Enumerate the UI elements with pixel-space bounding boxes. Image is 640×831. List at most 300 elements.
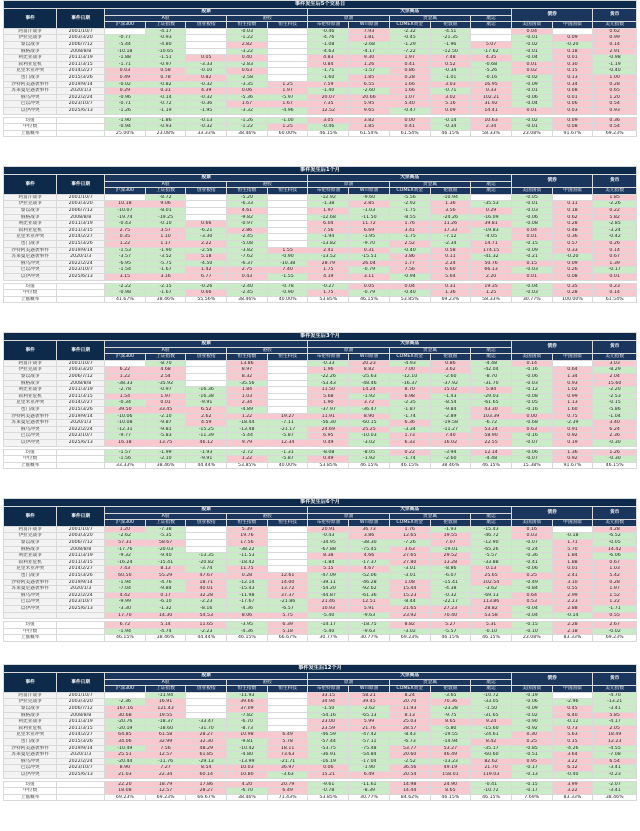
stat-cell: -0.06: [511, 449, 552, 456]
stat-cell: -0.90: [267, 290, 308, 297]
value-cell: 7.40: [430, 433, 471, 440]
stat-cell: -0.10: [511, 628, 552, 635]
stat-cell: 38.46%: [145, 462, 186, 469]
value-cell: 5.84: [471, 387, 512, 394]
stat-cell: 0.04: [389, 283, 430, 290]
event-date: 2003/3/20: [57, 367, 105, 374]
value-cell: -8.29: [593, 367, 637, 374]
event-name: 伊拉克战争: [4, 367, 57, 374]
stat-cell: -0.32: [186, 124, 227, 131]
value-cell: 55.29: [145, 572, 186, 579]
event-name: 黎以战争: [4, 705, 57, 712]
stat-cell: 46.15%: [471, 635, 512, 642]
value-cell: [267, 553, 308, 560]
value-cell: 0.86: [430, 360, 471, 367]
stat-cell: -0.07: [511, 456, 552, 463]
event-name: [4, 612, 57, 619]
value-cell: 0.13: [552, 74, 593, 81]
value-cell: 0.01: [511, 273, 552, 280]
value-cell: 0.01: [145, 400, 186, 407]
value-cell: 1.60: [552, 406, 593, 413]
stat-cell: 6.39: [267, 622, 308, 629]
stat-cell: 0.49: [308, 456, 349, 463]
value-cell: 12.34: [267, 439, 308, 446]
value-cell: 1.08: [389, 579, 430, 586]
value-cell: 0.22: [593, 207, 637, 214]
value-cell: 49.19: [430, 765, 471, 772]
value-cell: [267, 559, 308, 566]
stat-cell: 53.85%: [308, 462, 349, 469]
value-cell: -19.83: [471, 227, 512, 234]
value-cell: -24.61: [471, 732, 512, 739]
column-header: 伦敦银: [430, 354, 471, 361]
stat-cell: 30.77%: [349, 794, 390, 801]
value-cell: 10.03: [227, 765, 268, 772]
value-cell: 9.24: [471, 719, 512, 726]
column-header: 中国国债: [552, 354, 593, 361]
value-cell: -0.08: [511, 393, 552, 400]
stat-cell: 3.05: [308, 117, 349, 124]
table-row: [4, 592, 637, 599]
value-cell: 0.06: [552, 101, 593, 108]
event-date: 2011/3/19: [57, 221, 105, 228]
value-cell: 27.65: [389, 553, 430, 560]
value-cell: -0.16: [471, 74, 512, 81]
value-cell: -3.52: [145, 254, 186, 261]
value-cell: -0.23: [593, 771, 637, 778]
table-row: [4, 273, 637, 280]
stat-label: 上涨概率: [4, 296, 57, 303]
value-cell: 37.37: [267, 592, 308, 599]
table-row: [4, 380, 637, 387]
value-cell: [267, 207, 308, 214]
stat-cell: 53.85%: [227, 462, 268, 469]
value-cell: 0.09: [552, 260, 593, 267]
value-cell: 121.43: [145, 705, 186, 712]
event-date: 2025/6/13: [57, 605, 105, 612]
column-header: 美国国债: [511, 520, 552, 527]
value-cell: -0.34: [105, 400, 146, 407]
value-cell: -2.34: [430, 240, 471, 247]
stat-cell: 0.41: [389, 124, 430, 131]
value-cell: 5.99: [349, 719, 390, 726]
table-row: [4, 765, 637, 772]
value-cell: -0.01: [511, 88, 552, 95]
event-header: 事件: [4, 507, 57, 527]
value-cell: -0.36: [186, 101, 227, 108]
value-cell: 0.28: [593, 81, 637, 88]
stat-cell: -0.15: [511, 781, 552, 788]
value-cell: 18.49: [593, 732, 637, 739]
value-cell: -0.02: [105, 81, 146, 88]
value-cell: -20.44: [105, 758, 146, 765]
value-cell: [267, 699, 308, 706]
value-cell: 7.56: [389, 267, 430, 274]
column-header: COMEX黄金: [389, 188, 430, 195]
value-cell: -0.21: [511, 254, 552, 261]
value-cell: -61.36: [349, 592, 390, 599]
value-cell: -4.96: [267, 107, 308, 114]
value-cell: 5.75: [267, 612, 308, 619]
value-cell: -2.58: [227, 74, 268, 81]
value-cell: [186, 699, 227, 706]
stat-label: 中位数: [4, 628, 57, 635]
value-cell: 0.05: [186, 55, 227, 62]
stat-cell: 3.99: [552, 781, 593, 788]
value-cell: 3.63: [389, 546, 430, 553]
value-cell: -7.26: [389, 539, 430, 546]
value-cell: -67.88: [308, 546, 349, 553]
stat-cell: -0.27: [308, 283, 349, 290]
event-date: 2023/10/7: [57, 599, 105, 606]
value-cell: -3.22: [227, 48, 268, 55]
value-cell: -5.26: [471, 68, 512, 75]
value-cell: 0.17: [145, 592, 186, 599]
stat-cell: -1.99: [145, 449, 186, 456]
table-row: [4, 732, 637, 739]
value-cell: 5.95: [349, 101, 390, 108]
value-cell: -3.82: [227, 247, 268, 254]
value-cell: 2.41: [552, 572, 593, 579]
value-cell: -9.91: [186, 400, 227, 407]
stat-cell: 2.28: [552, 622, 593, 629]
table-row: [4, 413, 637, 420]
value-cell: -0.01: [511, 48, 552, 55]
value-cell: 46.12: [186, 439, 227, 446]
value-cell: 6.04: [308, 221, 349, 228]
value-cell: 3.40: [593, 420, 637, 427]
value-cell: -2.10: [145, 413, 186, 420]
stat-cell: 0.31: [430, 283, 471, 290]
value-cell: 13.28: [430, 559, 471, 566]
subgroup-header-hk: 港股: [227, 679, 308, 686]
stat-cell: -2.23: [186, 628, 227, 635]
value-cell: -46.59: [308, 732, 349, 739]
stat-cell: 14.98: [389, 781, 430, 788]
value-cell: 5.70: [552, 546, 593, 553]
event-header: 事件: [4, 175, 57, 195]
value-cell: 6.54: [593, 758, 637, 765]
value-cell: -1.71: [105, 61, 146, 68]
group-header-commodities: 大宗商品: [308, 673, 511, 680]
value-cell: 6.22: [105, 367, 146, 374]
stat-date-blank: [57, 462, 105, 469]
value-cell: -1.90: [349, 765, 390, 772]
table-row: [4, 605, 637, 612]
value-cell: -0.72: [145, 101, 186, 108]
stat-cell: -0.94: [105, 124, 146, 131]
value-cell: 0.93: [593, 107, 637, 114]
value-cell: 5.16: [430, 101, 471, 108]
stat-cell: 0.09: [552, 117, 593, 124]
value-cell: 39.50: [105, 406, 146, 413]
value-cell: -54.20: [308, 586, 349, 593]
value-cell: -7.38: [145, 526, 186, 533]
group-header-stocks: 股票: [105, 673, 308, 680]
value-cell: [471, 35, 512, 42]
event-name: 沙特阿美遇袭事件: [4, 745, 57, 752]
value-cell: -1.08: [308, 41, 349, 48]
column-header: COMEX黄金: [389, 520, 430, 527]
column-header: 布伦特原油: [308, 22, 349, 29]
value-cell: 1.07: [389, 94, 430, 101]
stat-cell: 19.35: [471, 283, 512, 290]
value-cell: 0.58: [430, 247, 471, 254]
table-row: [4, 35, 637, 42]
value-cell: -4.17: [145, 28, 186, 35]
value-cell: -3.24: [593, 227, 637, 234]
value-cell: -11.93: [227, 692, 268, 699]
value-cell: 5.39: [227, 526, 268, 533]
event-date: 2006/7/12: [57, 207, 105, 214]
value-cell: 113.86: [471, 599, 512, 606]
value-cell: [267, 546, 308, 553]
stat-cell: -0.02: [593, 628, 637, 635]
stat-cell: 0.36: [593, 117, 637, 124]
value-cell: 0.03: [552, 107, 593, 114]
value-cell: -8.43: [389, 732, 430, 739]
value-cell: 0.26: [593, 240, 637, 247]
event-date: 2011/3/19: [57, 55, 105, 62]
value-cell: [552, 692, 593, 699]
value-cell: 25.51: [105, 752, 146, 759]
value-cell: 1.85: [349, 74, 390, 81]
event-date: 2020/1/3: [57, 752, 105, 759]
value-cell: -1.03: [349, 207, 390, 214]
value-cell: -10.42: [227, 745, 268, 752]
value-cell: -5.36: [227, 94, 268, 101]
column-header: 布伦特原油: [308, 686, 349, 693]
column-header: 上证指数: [145, 188, 186, 195]
value-cell: -0.04: [511, 101, 552, 108]
value-cell: -13.48: [227, 426, 268, 433]
table-row: [4, 752, 637, 759]
stat-cell: 55.56%: [186, 296, 227, 303]
value-cell: 14.24: [349, 387, 390, 394]
value-cell: 4.42: [105, 592, 146, 599]
value-cell: -46.72: [471, 533, 512, 540]
value-cell: 36.97: [267, 765, 308, 772]
value-cell: -1.71: [308, 68, 349, 75]
value-cell: 6.40: [552, 712, 593, 719]
value-cell: -35.92: [145, 380, 186, 387]
value-cell: 6.69: [349, 227, 390, 234]
value-cell: 2.20: [471, 273, 512, 280]
stat-cell: -5.57: [430, 628, 471, 635]
stat-cell: -10.72: [471, 788, 512, 795]
value-cell: 28.82: [471, 605, 512, 612]
table-row: [4, 360, 637, 367]
column-header: 伦敦银: [430, 520, 471, 527]
table-row: [4, 712, 637, 719]
group-header-fx: 货币: [593, 507, 637, 520]
value-cell: 0.64: [511, 592, 552, 599]
value-cell: 0.09: [552, 35, 593, 42]
value-cell: 2.34: [227, 400, 268, 407]
value-cell: 6.33: [389, 439, 430, 446]
column-header: 美元指数: [593, 520, 637, 527]
value-cell: -0.45: [389, 35, 430, 42]
value-cell: -0.97: [145, 387, 186, 394]
stat-date-blank: [57, 130, 105, 137]
event-name: 克里米亚冲突: [4, 234, 57, 241]
value-cell: -9.84: [145, 586, 186, 593]
value-cell: 0.33: [471, 88, 512, 95]
value-cell: 3.10: [552, 579, 593, 586]
stat-cell: 46.15%: [593, 462, 637, 469]
stat-cell: -0.03: [511, 290, 552, 297]
stat-row: [4, 628, 637, 635]
value-cell: 6.49: [349, 771, 390, 778]
value-cell: -2.23: [186, 599, 227, 606]
value-cell: -4.36: [227, 605, 268, 612]
event-date: 2014/2/27: [57, 68, 105, 75]
value-cell: 14.71: [471, 240, 512, 247]
table-row: [4, 579, 637, 586]
event-name: 阿富汗战争: [4, 526, 57, 533]
value-cell: -6.95: [105, 260, 146, 267]
value-cell: 7.40: [267, 267, 308, 274]
value-cell: 2.52: [389, 240, 430, 247]
value-cell: 24.69: [308, 426, 349, 433]
value-cell: -4.48: [471, 360, 512, 367]
event-name: 俄格战争: [4, 214, 57, 221]
value-cell: -1.88: [105, 55, 146, 62]
stat-cell: -8.08: [308, 449, 349, 456]
value-cell: -2.62: [105, 533, 146, 540]
value-cell: -0.97: [227, 221, 268, 228]
event-date: 2020/1/3: [57, 586, 105, 593]
value-cell: 16.91: [145, 699, 186, 706]
value-cell: -6.73: [389, 738, 430, 745]
value-cell: 7.59: [308, 81, 349, 88]
value-cell: -0.85: [511, 745, 552, 752]
stat-cell: 46.15%: [349, 296, 390, 303]
value-cell: 0.82: [186, 74, 227, 81]
stat-cell: 60.00%: [267, 130, 308, 137]
value-cell: -0.04: [511, 612, 552, 619]
stat-cell: -1.56: [105, 456, 146, 463]
table-panel: [3, 664, 637, 801]
value-cell: -4.38: [430, 586, 471, 593]
value-cell: 1.90: [308, 400, 349, 407]
value-cell: 1.97: [308, 207, 349, 214]
stat-label: 中位数: [4, 290, 57, 297]
stat-cell: 14.44: [389, 788, 430, 795]
value-cell: 102.21: [471, 94, 512, 101]
value-cell: 70.36: [430, 699, 471, 706]
value-cell: 37.09: [227, 705, 268, 712]
value-cell: 5.85: [593, 712, 637, 719]
value-cell: 0.34: [552, 81, 593, 88]
stat-row: [4, 456, 637, 463]
column-header: 恒生科技: [267, 686, 308, 693]
value-cell: 119.03: [471, 771, 512, 778]
value-cell: 1.71: [552, 539, 593, 546]
value-cell: -7.11: [267, 420, 308, 427]
value-cell: -2.89: [430, 413, 471, 420]
value-cell: 28.79: [308, 260, 349, 267]
value-cell: -4.26: [552, 745, 593, 752]
value-cell: -0.09: [511, 247, 552, 254]
value-cell: -13.52: [308, 254, 349, 261]
value-cell: 6.60: [430, 267, 471, 274]
value-cell: -12.92: [308, 194, 349, 201]
value-cell: 20.60: [389, 752, 430, 759]
value-cell: 36.56: [389, 765, 430, 772]
value-cell: -1.60: [308, 74, 349, 81]
value-cell: -0.36: [511, 553, 552, 560]
stat-cell: -0.98: [105, 290, 146, 297]
value-cell: 10.98: [227, 732, 268, 739]
value-cell: [267, 400, 308, 407]
value-cell: [267, 48, 308, 55]
value-cell: 7.56: [308, 227, 349, 234]
stat-cell: 0.22: [389, 449, 430, 456]
event-name: 巴以冲突: [4, 101, 57, 108]
value-cell: -2.39: [552, 420, 593, 427]
column-header: 恒生指数: [227, 686, 268, 693]
event-date: 2006/7/12: [57, 41, 105, 48]
stat-cell: 69.23%: [593, 130, 637, 137]
value-cell: [267, 28, 308, 35]
value-cell: 43.30: [471, 406, 512, 413]
value-cell: -20.03: [145, 546, 186, 553]
value-cell: 12.65: [389, 533, 430, 540]
stat-cell: 84.62%: [389, 794, 430, 801]
value-cell: -1.29: [389, 41, 430, 48]
value-cell: -65.13: [349, 712, 390, 719]
table-row: [4, 254, 637, 261]
table-title: 事件发生后3个月: [4, 333, 637, 341]
value-cell: 5.82: [593, 214, 637, 221]
stat-cell: 5.31: [471, 622, 512, 629]
event-name: 俄格战争: [4, 546, 57, 553]
value-cell: 102.54: [471, 579, 512, 586]
value-cell: 12.57: [145, 752, 186, 759]
value-cell: -4.17: [349, 48, 390, 55]
stat-cell: 22.20: [105, 781, 146, 788]
stat-cell: -2.40: [227, 283, 268, 290]
value-cell: -1.43: [430, 393, 471, 400]
event-date: 2025/6/13: [57, 771, 105, 778]
subgroup-header-a-share: A股: [105, 513, 227, 520]
column-header: 伦敦银: [430, 22, 471, 29]
value-cell: 0.67: [593, 559, 637, 566]
value-cell: 1.34: [552, 373, 593, 380]
table-row: [4, 559, 637, 566]
column-header: WTI原油: [349, 686, 390, 693]
stat-row: [4, 296, 637, 303]
value-cell: [267, 719, 308, 726]
value-cell: -2.32: [389, 28, 430, 35]
value-cell: 0.01: [552, 55, 593, 62]
value-cell: -10.06: [105, 413, 146, 420]
value-cell: -1.71: [593, 605, 637, 612]
stat-cell: 0.14: [593, 290, 637, 297]
stat-row: [4, 124, 637, 131]
event-return-table: [3, 166, 637, 303]
value-cell: -0.08: [511, 221, 552, 228]
value-cell: -13.21: [593, 699, 637, 706]
value-cell: -3.02: [349, 439, 390, 446]
value-cell: -0.05: [511, 194, 552, 201]
event-date: 2019/9/14: [57, 81, 105, 88]
value-cell: -4.50: [186, 260, 227, 267]
value-cell: -4.80: [145, 41, 186, 48]
column-header: WTI原油: [349, 188, 390, 195]
value-cell: 3.57: [145, 227, 186, 234]
